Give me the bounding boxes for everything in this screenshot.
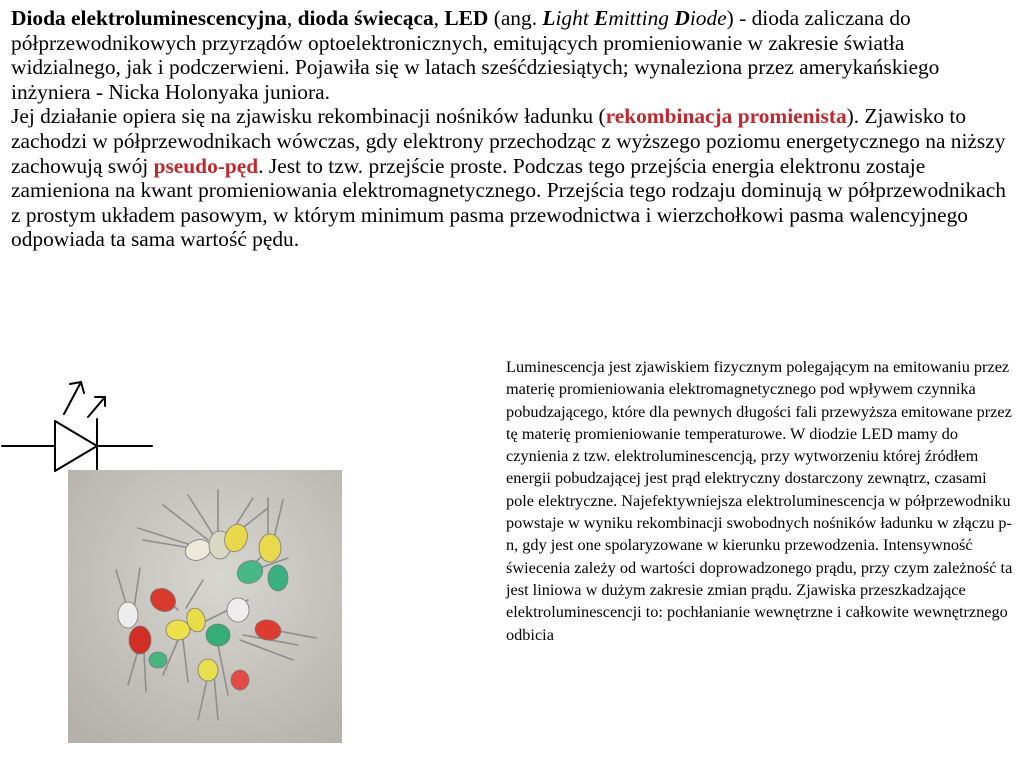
intro-sentence: ) - dioda zaliczana do półprzewodnikowych przyrządów optoelektronicznych, emitujących promieniowanie w zakresie światła widzialnego, jak i podczerwieni. Pojawiła się w latach sześćdziesiątych; wynaleziona przez amerykańskiego inżyniera - Nicka Holonyaka juniora.: [11, 6, 940, 104]
text-segment: ). Zjawisko to zachodzi w półprzewodnikach wówczas, gdy elektrony przechodząc z wyższego poziomu energetycznego na niższy zachowują swój: [11, 104, 1006, 178]
acronym-letter-e: E: [594, 6, 609, 30]
term-rekombinacja-promienista: rekombinacja promienista: [605, 104, 847, 129]
word-diode: iode: [689, 6, 727, 30]
luminescence-paragraph: Luminescencja jest zjawiskiem fizycznym polegającym na emitowaniu przez materię promieniowania elektromagnetycznego pod wpływem czynnika pobudzającego, które dla pewnych długości fali przewyższa emitowane przez tę materię promieniowanie temperaturowe. W diodzie LED mamy do czynienia z tzw. elektroluminescencją, przy wytworzeniu której źródłem energii pobudzającej jest prąd elektryczny dostarczony zewnątrz, czasami pole elektryczne. Najefektywniejsza elektroluminescencja w półprzewodniku powstaje w wyniku rekombinacji swobodnych nośników ładunku w złączu p-n, gdy jest one spolaryzowane w kierunku przewodzenia. Intensywność świecenia zależy od wartości doprowadzonego prądu, przy czym zależność ta jest liniowa w dużym zakresie zmian prądu. Zjawiska przeszkadzające elektroluminescencji to: pochłanianie wewnętrzne i całkowite wewnętrznego odbicia: [506, 357, 1013, 644]
term-pseudo-ped: pseudo-pęd: [153, 153, 259, 178]
mechanism-sentence: Jej działanie opiera się na zjawisku rekombinacji nośników ładunku (: [11, 104, 606, 129]
term-led-polish: Dioda elektroluminescencyjna: [11, 6, 287, 30]
word-light: ight: [555, 6, 595, 30]
term-led: LED: [444, 6, 489, 30]
word-emitting: mitting: [608, 6, 675, 30]
acronym-letter-l: L: [542, 6, 556, 30]
text-segment: ,: [433, 6, 445, 30]
text-segment: (ang.: [488, 6, 543, 30]
led-diode-symbol-icon: [0, 372, 160, 482]
led-diodes-photo: [68, 470, 342, 743]
text-segment: ,: [286, 6, 298, 30]
acronym-letter-d: D: [674, 6, 690, 30]
term-dioda-swiecaca: dioda świecąca: [297, 6, 434, 30]
main-paragraph: [11, 6, 1013, 252]
text-segment: . Jest to tzw. przejście proste. Podczas tego przejścia energia elektronu zostaje zamieniona na kwant promieniowania elektromagnetycznego. Przejścia tego rodzaju dominują w półprzewodnikach z prostym układem pasowym, w którym minimum pasma przewodnictwa i wierzchołkowi pasma walencyjnego odpowiada ta sama wartość pędu.: [11, 153, 1006, 252]
